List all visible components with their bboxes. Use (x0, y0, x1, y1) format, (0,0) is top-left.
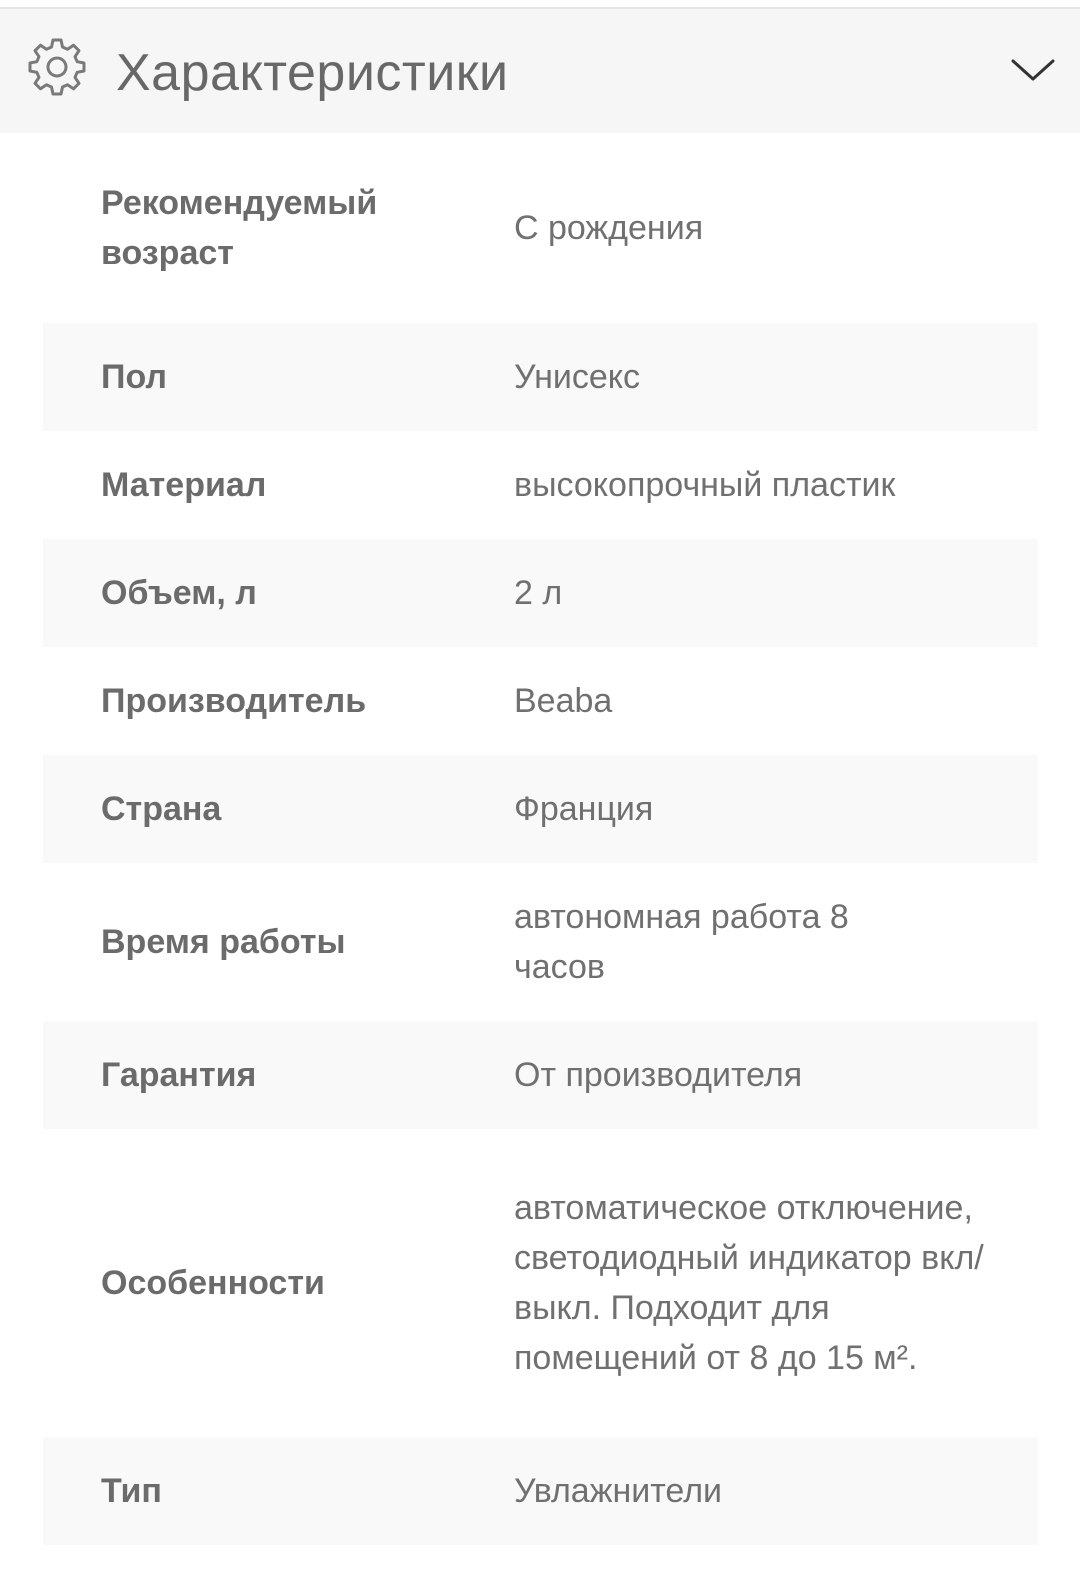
spec-row-warranty (43, 1021, 1038, 1129)
spec-value: автономная работа 8 часов (514, 898, 849, 986)
spec-label: Рекомендуемый возраст (101, 184, 378, 272)
spec-label: Объем, л (101, 574, 257, 612)
spec-row-material (43, 431, 1038, 539)
spec-row-type (43, 1437, 1038, 1545)
spec-value: автоматическое отключение, светодиодный индикатор вкл/выкл. Подходит для помещений от 8 до 15 м². (514, 1189, 984, 1377)
spec-row-gender (43, 323, 1038, 431)
chevron-down-icon[interactable] (1010, 55, 1056, 85)
spec-label: Пол (101, 358, 167, 396)
spec-value: Увлажнители (514, 1472, 723, 1510)
spec-row-volume (43, 539, 1038, 647)
spec-label: Материал (101, 466, 267, 504)
spec-label: Особенности (101, 1264, 325, 1302)
spec-row-age (43, 133, 1038, 323)
spec-list (43, 133, 1038, 1545)
characteristics-header[interactable] (0, 9, 1080, 133)
spec-row-manufacturer (43, 647, 1038, 755)
spec-label: Время работы (101, 923, 346, 961)
spec-label: Страна (101, 790, 222, 828)
spec-row-features (43, 1129, 1038, 1437)
section-title: Характеристики (116, 44, 509, 102)
spec-label: Производитель (101, 682, 367, 720)
spec-label: Гарантия (101, 1056, 257, 1094)
spec-value: Франция (514, 790, 654, 828)
spec-value: От производителя (514, 1056, 803, 1094)
gear-icon (26, 36, 88, 98)
spec-value: высокопрочный пластик (514, 466, 896, 504)
spec-value: 2 л (514, 574, 563, 612)
spec-row-country (43, 755, 1038, 863)
spec-value: С рождения (514, 209, 704, 247)
spec-label: Тип (101, 1472, 162, 1510)
spec-row-runtime (43, 863, 1038, 1021)
spec-value: Beaba (514, 682, 613, 720)
spec-value: Унисекс (514, 358, 641, 396)
